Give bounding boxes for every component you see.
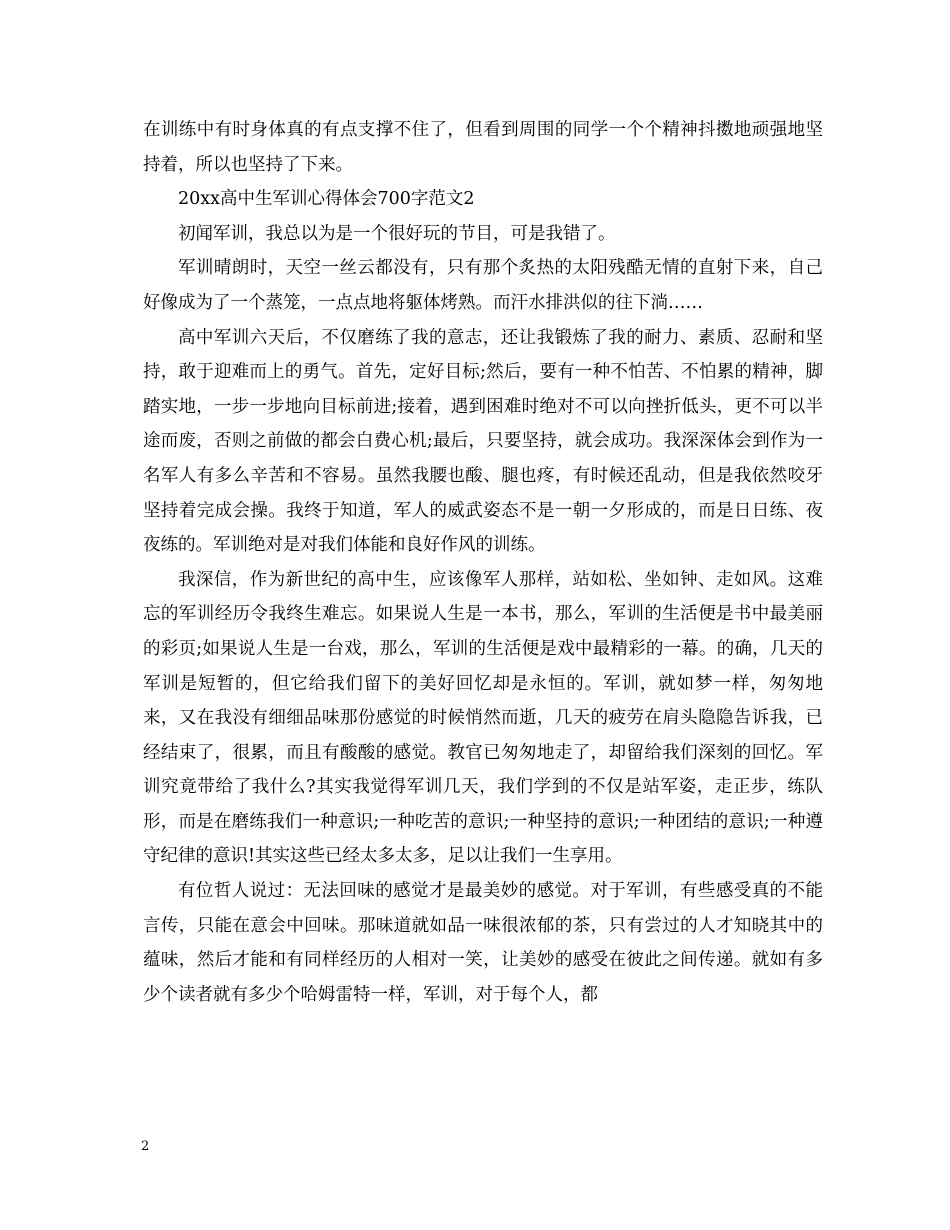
paragraph: 有位哲人说过：无法回味的感觉才是最美妙的感觉。对于军训，有些感受真的不能言传，只能在意会中回味。那味道就如品一味很浓郁的茶，只有尝过的人才知晓其中的蕴味，然后才能和有同样经历的人相对一笑，让美妙的感受在彼此之间传递。就如有多少个读者就有多少个哈姆雷特一样，军训，对于每个人，都 — [143, 881, 823, 1005]
paragraph: 高中军训六天后，不仅磨练了我的意志，还让我锻炼了我的耐力、素质、忍耐和坚持，敢于迎难而上的勇气。首先，定好目标;然后，要有一种不怕苦、不怕累的精神，脚踏实地，一步一步地向目标前进;接着，遇到困难时绝对不可以向挫折低头，更不可以半途而废，否则之前做的都会白费心机;最后，只要坚持，就会成功。我深深体会到作为一名军人有多么辛苦和不容易。虽然我腰也酸、腿也疼，有时候还乱动，但是我依然咬牙坚持着完成会操。我终于知道，军人的威武姿态不是一朝一夕形成的，而是日日练、夜夜练的。军训绝对是对我们体能和良好作风的训练。 — [143, 327, 823, 556]
document-body — [143, 113, 823, 1012]
page-number: 2 — [141, 1139, 150, 1154]
section-heading: 20xx高中生军训心得体会700字范文2 — [178, 189, 475, 210]
paragraph: 军训晴朗时，天空一丝云都没有，只有那个炙热的太阳残酷无情的直射下来，自己好像成为了一个蒸笼，一点点地将躯体烤熟。而汗水排洪似的往下淌…… — [143, 258, 823, 313]
paragraph: 我深信，作为新世纪的高中生，应该像军人那样，站如松、坐如钟、走如风。这难忘的军训经历令我终生难忘。如果说人生是一本书，那么，军训的生活便是书中最美丽的彩页;如果说人生是一台戏，那么，军训的生活便是戏中最精彩的一幕。的确，几天的军训是短暂的，但它给我们留下的美好回忆却是永恒的。军训，就如梦一样，匆匆地来，又在我没有细细品味那份感觉的时候悄然而逝，几天的疲劳在肩头隐隐告诉我，已经结束了，很累，而且有酸酸的感觉。教官已匆匆地走了，却留给我们深刻的回忆。军训究竟带给了我什么?其实我觉得军训几天，我们学到的不仅是站军姿，走正步，练队形，而是在磨练我们一种意识;一种吃苦的意识;一种坚持的意识;一种团结的意识;一种遵守纪律的意识!其实这些已经太多太多，足以让我们一生享用。 — [143, 569, 823, 867]
paragraph: 初闻军训，我总以为是一个很好玩的节目，可是我错了。 — [178, 223, 616, 244]
paragraph-continued: 在训练中有时身体真的有点支撑不住了，但看到周围的同学一个个精神抖擞地顽强地坚持着，所以也坚持了下来。 — [143, 120, 823, 175]
